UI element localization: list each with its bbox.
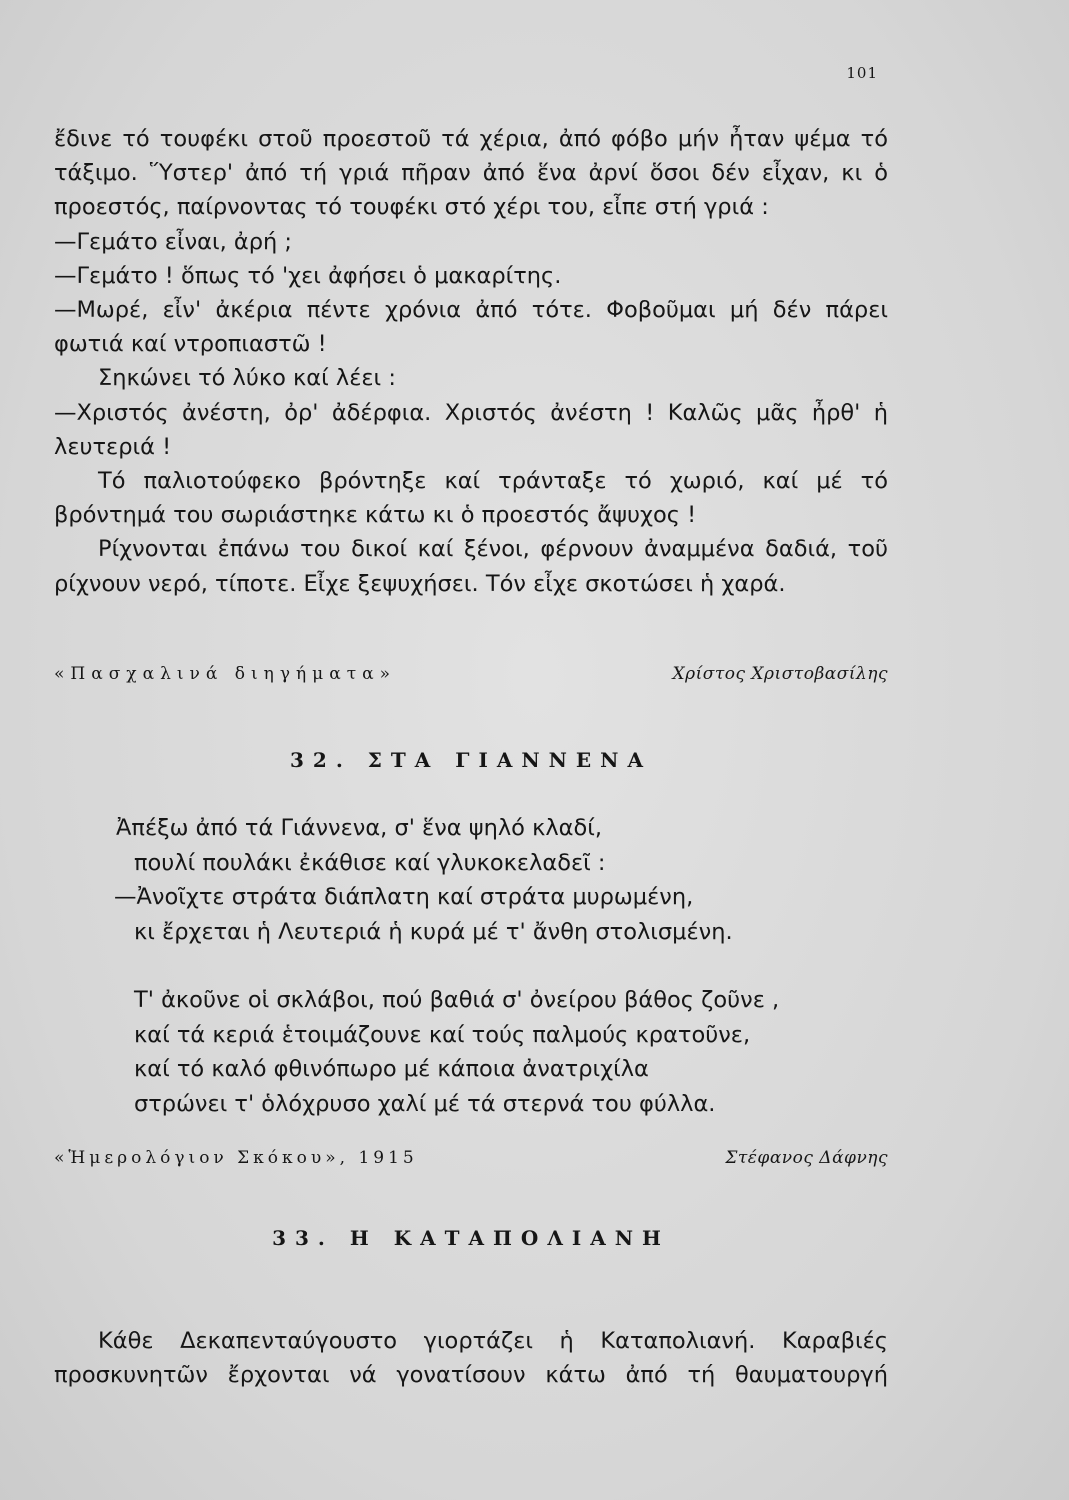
poem-attribution bbox=[54, 1148, 888, 1178]
poem-line: καί τό καλό φθινόπωρο μέ κάποια ἀνατριχίλα bbox=[134, 1056, 649, 1082]
paragraph: ἔδινε τό τουφέκι στοῦ προεστοῦ τά χέρια, ἀπό φόβο μήν ἦταν ψέμα τό τάξιμο. Ὕστερ' ἀπό τή γριά πῆραν ἀπό ἕνα ἀρνί ὅσοι δέν εἶχαν, κι ὁ προεστός, παίρνοντας τό τουφέκι στό χέρι του, εἶπε στή γριά : bbox=[54, 126, 888, 221]
dialogue-line: —Χριστός ἀνέστη, ὀρ' ἀδέρφια. Χριστός ἀνέστη ! Καλῶς μᾶς ἦρθ' ἡ λευτεριά ! bbox=[54, 399, 888, 460]
poem-stanza bbox=[54, 983, 888, 1121]
poem-line: πουλί πουλάκι ἐκάθισε καί γλυκοκελαδεῖ : bbox=[134, 849, 606, 876]
source-title: «Ἡμερολόγιον Σκόκου», 1915 bbox=[54, 1148, 418, 1168]
story-attribution bbox=[54, 664, 888, 694]
section-heading-32: 32. ΣΤΑ ΓΙΑΝΝΕΝΑ bbox=[290, 748, 652, 772]
poem bbox=[54, 811, 888, 1155]
paragraph: Σηκώνει τό λύκο καί λέει : bbox=[98, 365, 396, 392]
dialogue-line: —Γεμάτο εἶναι, ἀρή ; bbox=[54, 228, 293, 255]
paragraph: Τό παλιοτούφεκο βρόντηξε καί τράνταξε τό χωριό, καί μέ τό βρόντημά του σωριάστηκε κάτω κι ὁ προεστός ἄψυχος ! bbox=[54, 468, 888, 529]
source-title: «Πασχαλινά διηγήματα» bbox=[54, 664, 396, 684]
poem-stanza bbox=[54, 811, 888, 949]
dialogue-line: —Μωρέ, εἶν' ἀκέρια πέντε χρόνια ἀπό τότε. Φοβοῦμαι μή δέν πάρει φωτιά καί ντροπιαστῶ ! bbox=[54, 297, 888, 358]
poem-line: —Ἀνοῖχτε στράτα διάπλατη καί στράτα μυρωμένη, bbox=[114, 884, 694, 910]
poem-line: καί τά κεριά ἑτοιμάζουνε καί τούς παλμούς κρατοῦνε, bbox=[134, 1021, 751, 1048]
section-heading-33: 33. Η ΚΑΤΑΠΟΛΙΑΝΗ bbox=[272, 1226, 670, 1250]
author-name: Χρίστος Χριστοβασίλης bbox=[672, 664, 888, 684]
author-name: Στέφανος Δάφνης bbox=[725, 1148, 888, 1168]
story-text bbox=[54, 122, 888, 601]
section-33-text bbox=[54, 1324, 888, 1392]
paragraph: Κάθε Δεκαπενταύγουστο γιορτάζει ἡ Καταπολιανή. Καραβιές προσκυνητῶν ἔρχονται νά γονατίσουν κάτω ἀπό τή θαυματουργή bbox=[54, 1328, 888, 1389]
poem-line: στρώνει τ' ὁλόχρυσο χαλί μέ τά στερνά του φύλλα. bbox=[134, 1090, 716, 1117]
poem-line: Ἀπέξω ἀπό τά Γιάννενα, σ' ἕνα ψηλό κλαδί, bbox=[116, 815, 603, 841]
page-number: 101 bbox=[846, 64, 878, 82]
poem-line: Τ' ἀκοῦνε οἱ σκλάβοι, πού βαθιά σ' ὀνείρου βάθος ζοῦνε , bbox=[134, 987, 780, 1013]
dialogue-line: —Γεμάτο ! ὅπως τό 'χει ἀφήσει ὁ μακαρίτης. bbox=[54, 262, 562, 289]
paragraph: Ρίχνονται ἐπάνω του δικοί καί ξένοι, φέρνουν ἀναμμένα δαδιά, τοῦ ρίχνουν νερό, τίποτε. Εἶχε ξεψυχήσει. Τόν εἶχε σκοτώσει ἡ χαρά. bbox=[54, 536, 888, 597]
poem-line: κι ἔρχεται ἡ Λευτεριά ἡ κυρά μέ τ' ἄνθη στολισμένη. bbox=[134, 918, 733, 945]
